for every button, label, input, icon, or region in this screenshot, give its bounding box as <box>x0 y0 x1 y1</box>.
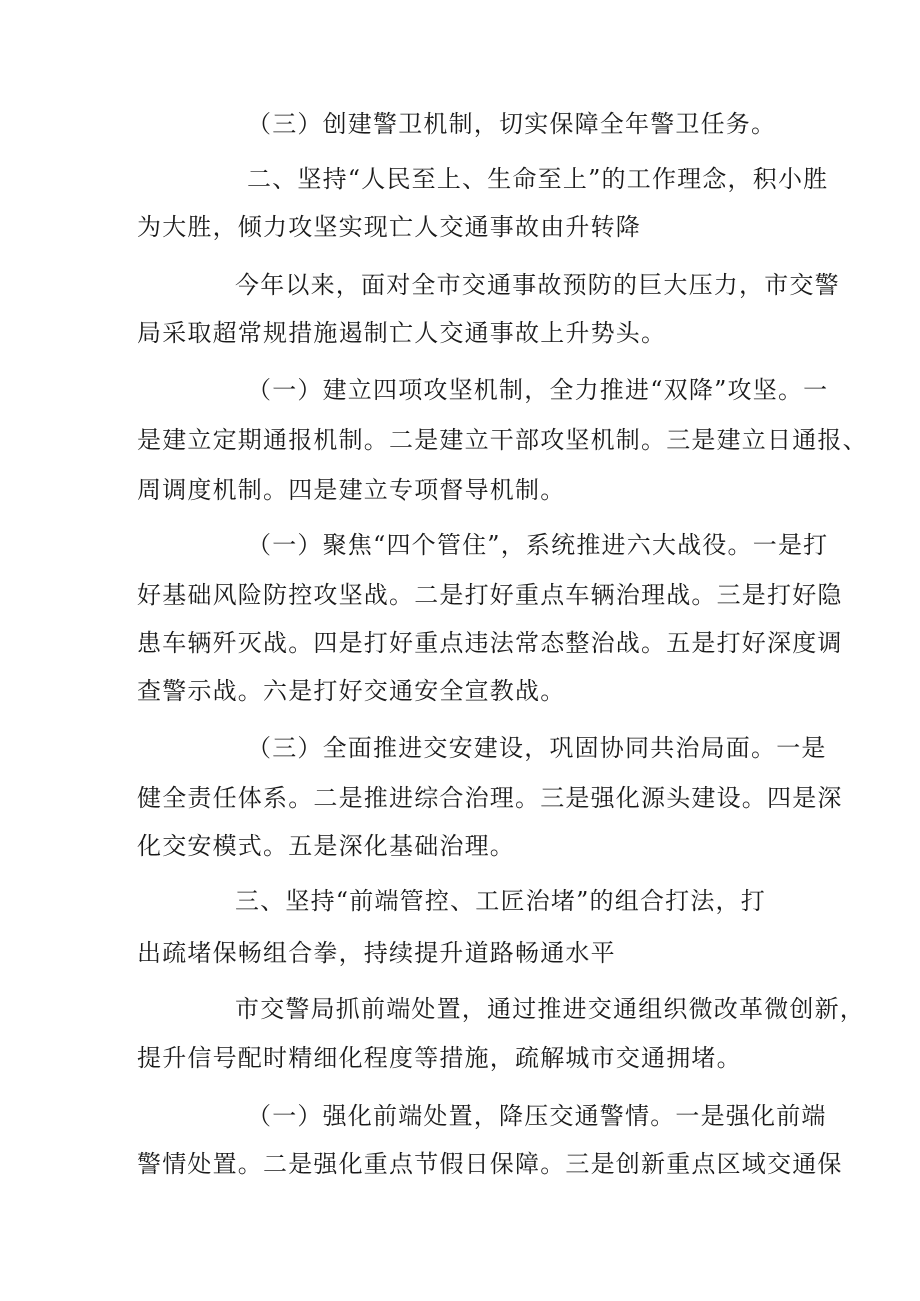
text-line: （一）建立四项攻坚机制，全力推进“双降”攻坚。一 <box>247 376 829 404</box>
text-line: 周调度机制。四是建立专项督导机制。 <box>137 476 566 504</box>
section-heading: 为大胜，倾力攻坚实现亡人交通事故由升转降 <box>137 213 641 241</box>
text-line: 今年以来，面对全市交通事故预防的巨大压力，市交警 <box>235 271 840 299</box>
section-heading: 三、坚持“前端管控、工匠治堵”的组合打法，打 <box>235 887 766 915</box>
text-line: 局采取超常规措施遏制亡人交通事故上升势头。 <box>137 319 667 347</box>
text-line: （三）创建警卫机制，切实保障全年警卫任务。 <box>247 110 777 138</box>
text-line: 市交警局抓前端处置，通过推进交通组织微改革微创新， <box>235 995 865 1023</box>
text-line: 健全责任体系。二是推进综合治理。三是强化源头建设。四是深 <box>137 784 843 812</box>
text-line: （一）强化前端处置，降压交通警情。一是强化前端 <box>247 1102 827 1130</box>
text-line: 提升信号配时精细化程度等措施，疏解城市交通拥堵。 <box>137 1044 742 1072</box>
section-heading: 出疏堵保畅组合拳，持续提升道路畅通水平 <box>137 939 616 967</box>
text-line: （三）全面推进交安建设，巩固协同共治局面。一是 <box>247 734 827 762</box>
text-line: 查警示战。六是打好交通安全宣教战。 <box>137 677 566 705</box>
text-line: 好基础风险防控攻坚战。二是打好重点车辆治理战。三是打好隐 <box>137 581 843 609</box>
section-heading: 二、坚持“人民至上、生命至上”的工作理念，积小胜 <box>247 165 829 193</box>
text-line: （一）聚焦“四个管住”，系统推进六大战役。一是打 <box>247 531 829 559</box>
text-line: 是建立定期通报机制。二是建立干部攻坚机制。三是建立日通报、 <box>137 426 868 454</box>
text-line: 警情处置。二是强化重点节假日保障。三是创新重点区域交通保 <box>137 1150 843 1178</box>
text-line: 化交安模式。五是深化基础治理。 <box>137 832 515 860</box>
text-line: 患车辆歼灭战。四是打好重点违法常态整治战。五是打好深度调 <box>137 629 843 657</box>
